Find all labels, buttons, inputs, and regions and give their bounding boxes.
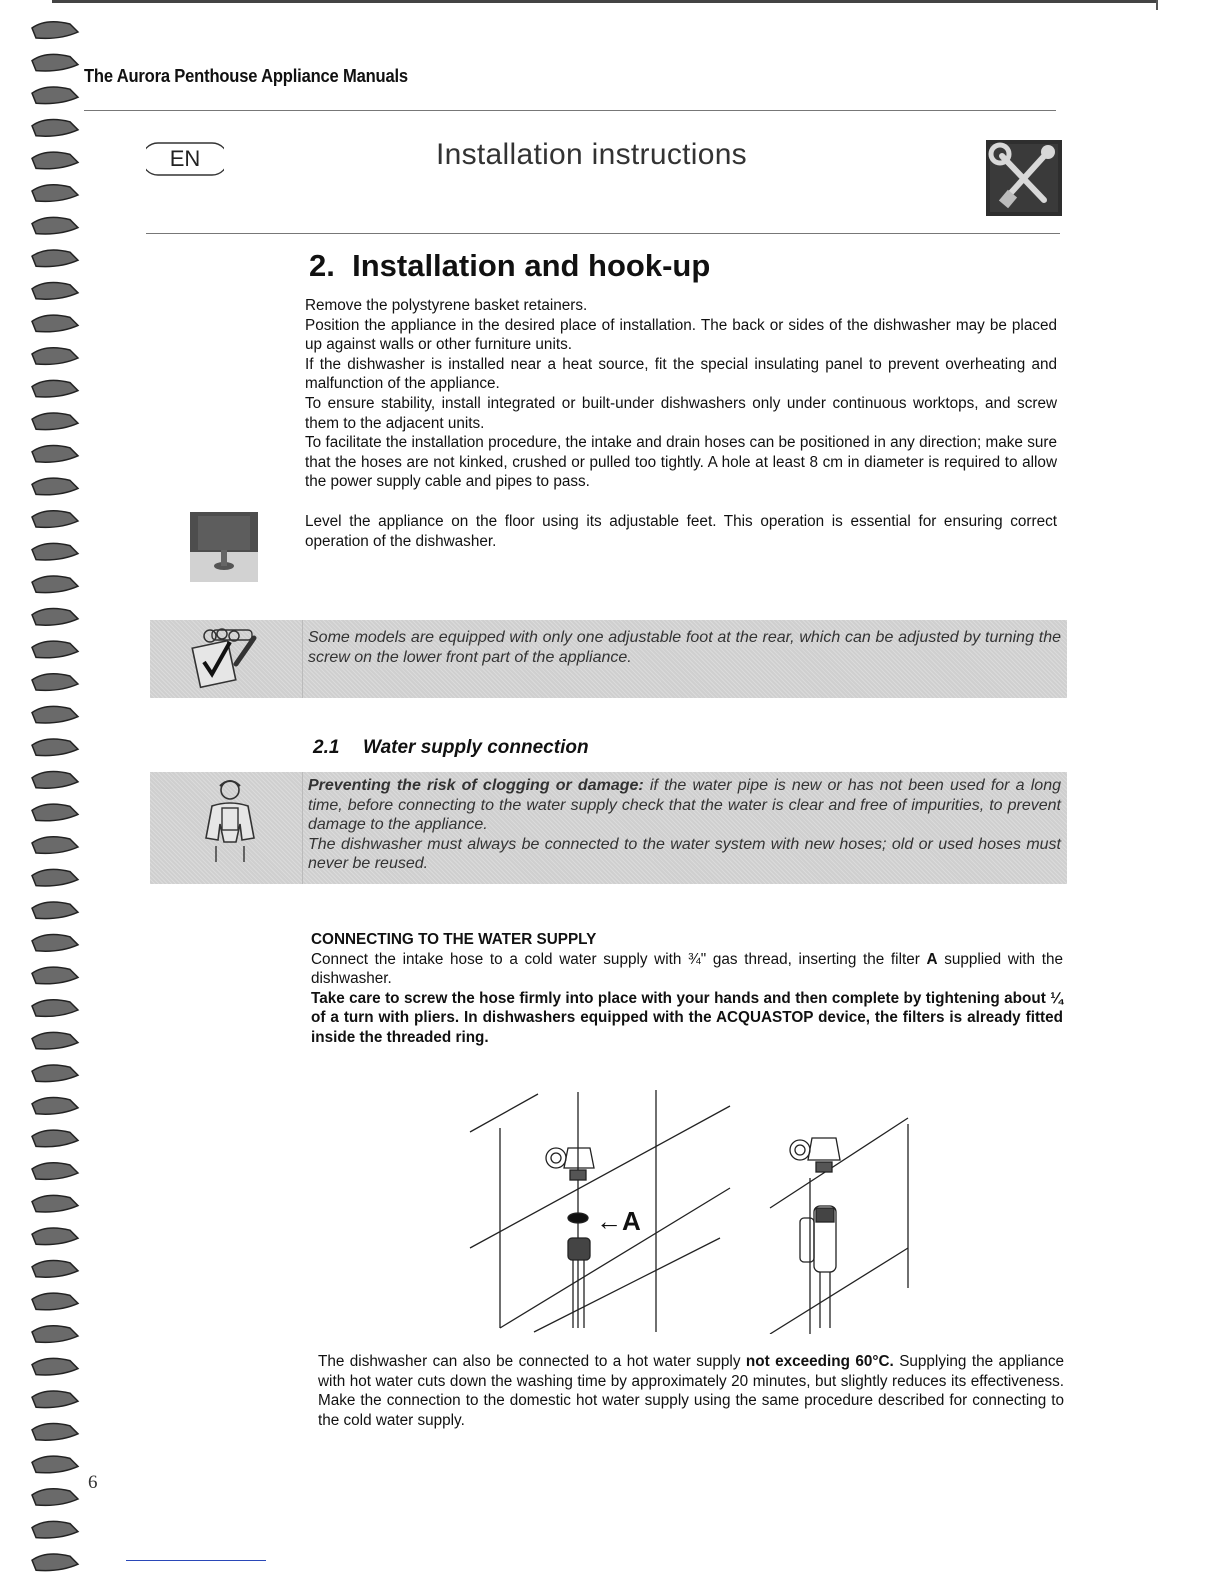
- binding-ring: [32, 935, 78, 952]
- binding-ring: [32, 543, 78, 560]
- note-text: Some models are equipped with only one adjustable foot at the rear, which can be adjusted by turning the screw on the lower front part of the appliance.: [308, 629, 1061, 666]
- hot-water-text: [318, 1352, 1064, 1430]
- checklist-note-icon: [150, 620, 302, 698]
- connecting-heading: CONNECTING TO THE WATER SUPPLY: [311, 931, 597, 948]
- binding-ring: [32, 1163, 78, 1180]
- plumber-icon: [150, 772, 302, 884]
- language-badge: [146, 141, 224, 177]
- binding-ring: [32, 674, 78, 691]
- binding-ring: [32, 120, 78, 137]
- paragraph: To ensure stability, install integrated or built-under dishwashers only under continuous worktops, and screw them to the adjacent units.: [305, 394, 1057, 432]
- paragraph: Position the appliance in the desired place of installation. The back or sides of the dishwasher may be placed up against walls or other furniture units.: [305, 316, 1057, 354]
- binding-ring: [32, 446, 78, 463]
- binding-ring: [32, 1358, 78, 1375]
- binding-ring: [32, 511, 78, 528]
- filter-a-label: ←A: [596, 1206, 641, 1236]
- hot-text-end: Supplying the appliance with hot water cuts down the washing time by approximately 20 minutes, but slightly reduces its effectiveness. Make the connection to the domestic hot water supply using the same procedure described for connecting to the cold water supply.: [318, 1353, 1064, 1429]
- wrench-screwdriver-icon: [986, 140, 1062, 216]
- manual-title: The Aurora Penthouse Appliance Manuals: [84, 66, 408, 86]
- binding-ring: [32, 283, 78, 300]
- scan-top-edge: [52, 0, 1157, 3]
- scan-edge-mark: [1156, 0, 1158, 10]
- note-lead: Preventing the risk of clogging or damage:: [308, 777, 644, 794]
- binding-ring: [32, 1293, 78, 1310]
- tap-body: [808, 1138, 840, 1160]
- note-divider: [302, 772, 303, 884]
- section-rule: [146, 233, 1060, 234]
- binding-ring: [32, 1065, 78, 1082]
- binding-ring: [32, 1456, 78, 1473]
- binding-ring: [32, 1228, 78, 1245]
- binding-ring: [32, 967, 78, 984]
- paragraph: Level the appliance on the floor using its adjustable feet. This operation is essential for ensuring correct operation of the dishwasher.: [305, 513, 1057, 550]
- binding-ring: [32, 152, 78, 169]
- chapter-heading: [309, 248, 710, 284]
- tap-knob: [790, 1140, 810, 1160]
- binding-ring: [32, 1000, 78, 1017]
- binding-ring: [32, 22, 78, 39]
- connecting-intro: [311, 950, 1063, 989]
- paragraph: If the dishwasher is installed near a heat source, fit the special insulating panel to prevent overheating and malfunction of the appliance.: [305, 355, 1057, 393]
- binding-ring: [32, 869, 78, 886]
- filter-label: A: [926, 950, 938, 968]
- note-adjustable-foot: [150, 620, 1067, 698]
- binding-ring: [32, 1554, 78, 1571]
- water-connection-diagram: [460, 1088, 920, 1334]
- binding-ring: [32, 772, 78, 789]
- wall-line: [770, 1118, 908, 1208]
- warning-text: Take care to screw the hose firmly into place with your hands and then complete by tightening about ¼ of a turn with pliers. In dishwashers equipped with the ACQUASTOP device, the filters is already fitted inside the threaded ring.: [311, 989, 1063, 1046]
- binding-ring: [32, 1130, 78, 1147]
- binding-ring: [32, 315, 78, 332]
- note-icon-area: [150, 772, 302, 884]
- intro-text: Connect the intake hose to a cold water supply with ¾" gas thread, inserting the filter: [311, 950, 927, 968]
- binding-ring: [32, 217, 78, 234]
- hot-text-start: The dishwasher can also be connected to a hot water supply: [318, 1353, 746, 1370]
- binding-ring: [32, 902, 78, 919]
- language-badge-label: EN: [169, 146, 201, 171]
- hot-text-limit: not exceeding 60°C.: [745, 1353, 894, 1370]
- note-water-safety: [150, 772, 1067, 884]
- binding-ring: [32, 413, 78, 430]
- binding-ring: [32, 87, 78, 104]
- footer-line: [126, 1560, 266, 1561]
- binding-ring: [32, 837, 78, 854]
- binding-ring: [32, 1521, 78, 1538]
- wall-line: [534, 1238, 720, 1332]
- binding-ring: [32, 1489, 78, 1506]
- wall-line: [470, 1094, 538, 1132]
- section-title: Installation instructions: [436, 138, 747, 171]
- binding-ring: [32, 1195, 78, 1212]
- intro-text-end: supplied with the dishwasher.: [311, 950, 1063, 988]
- binding-ring: [32, 706, 78, 723]
- binding-ring: [32, 380, 78, 397]
- binding-ring: [32, 478, 78, 495]
- tap-thread: [570, 1170, 586, 1180]
- filter-a: [568, 1213, 588, 1223]
- binding-ring: [32, 1261, 78, 1278]
- page-number: 6: [88, 1472, 98, 1493]
- binding-ring: [32, 1032, 78, 1049]
- level-text: [305, 512, 1057, 551]
- binding-ring: [32, 1098, 78, 1115]
- binding-ring: [32, 348, 78, 365]
- subsection-number: 2.1: [313, 737, 340, 758]
- note-divider: [302, 620, 303, 698]
- wall-line: [770, 1248, 908, 1334]
- chapter-title: Installation and hook-up: [352, 248, 711, 283]
- subsection-heading: [313, 737, 589, 759]
- adjustable-feet-image: [190, 512, 258, 582]
- paragraph: To facilitate the installation procedure, the intake and drain hoses can be positioned in any direction; make sure that the hoses are not kinked, crushed or pulled too tightly. A hole at least 8 cm in diameter is required to allow the power supply cable and pipes to pass.: [305, 434, 1057, 491]
- binding-ring: [32, 641, 78, 658]
- binding-ring: [32, 1326, 78, 1343]
- note-body-2: The dishwasher must always be connected to the water system with new hoses; old or used hoses must never be reused.: [308, 835, 1061, 872]
- binding-ring: [32, 804, 78, 821]
- tap-body: [564, 1148, 594, 1168]
- binding-ring: [32, 250, 78, 267]
- connecting-warning: [311, 989, 1063, 1048]
- binding-ring: [32, 609, 78, 626]
- chapter-number: 2.: [309, 248, 335, 283]
- spiral-binding: [30, 12, 86, 1584]
- binding-ring: [32, 54, 78, 71]
- hose-nut: [568, 1238, 590, 1260]
- tap-thread: [816, 1162, 832, 1172]
- note-text: [308, 776, 1061, 874]
- binding-ring: [32, 185, 78, 202]
- binding-ring: [32, 1391, 78, 1408]
- note-icon-area: [150, 620, 302, 698]
- hot-water-section: [318, 1352, 1064, 1430]
- header-rule: [84, 110, 1056, 111]
- note-body: if the water pipe is new or has not been used for a long time, before connecting to the water supply check that the water is clear and free of impurities, to prevent damage to the appliance.: [308, 777, 1061, 833]
- tap-knob: [546, 1148, 566, 1168]
- connecting-section: [311, 930, 1063, 1048]
- paragraph: Remove the polystyrene basket retainers.: [305, 297, 588, 314]
- binding-ring: [32, 1424, 78, 1441]
- binding-ring: [32, 576, 78, 593]
- installation-text: [305, 296, 1057, 492]
- binding-ring: [32, 739, 78, 756]
- subsection-title: Water supply connection: [363, 737, 589, 758]
